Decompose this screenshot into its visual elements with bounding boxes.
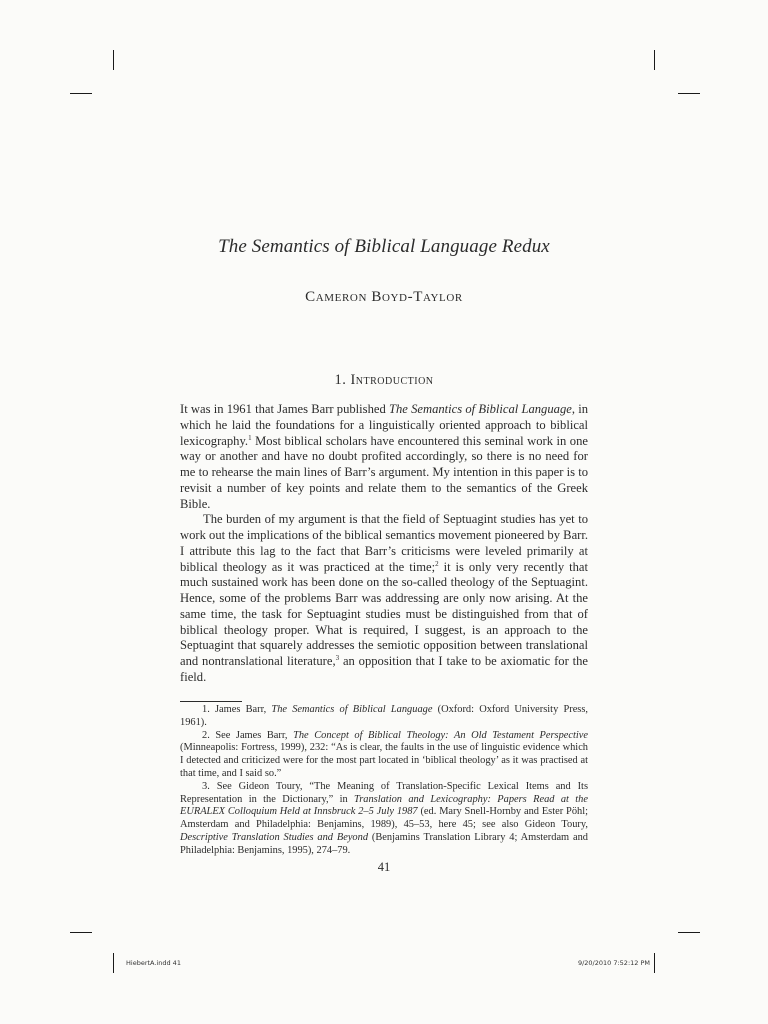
crop-mark [70, 93, 92, 94]
text-run: an opposition that I take to be axiomatic for the field. [180, 654, 589, 684]
author-name: Cameron Boyd-Taylor [305, 289, 463, 305]
text-run: The burden of my argument is that the field of Septuagint studies has yet to work out the implications of the biblical semantics movement pioneered by Barr. I attribute this lag to the fact that Barr’s criticisms were leveled primarily at biblical theology as it was practiced at the time; [180, 512, 588, 574]
italic-text: The Semantics of Biblical Language [388, 402, 572, 416]
slug-timestamp: 9/20/2010 7:52:12 PM [577, 959, 650, 967]
footnotes [180, 704, 588, 858]
crop-mark [678, 93, 700, 94]
text-run: , in which he laid the foundations for a linguistically oriented approach to biblical lexicography. [180, 402, 589, 448]
crop-mark [678, 932, 700, 933]
crop-mark [70, 932, 92, 933]
crop-mark [113, 50, 114, 70]
slug-file-info: HiebertA.indd 41 [126, 959, 181, 967]
italic-text: Descriptive Translation Studies and Beyond [180, 831, 369, 843]
paragraph [180, 512, 588, 685]
crop-mark [654, 953, 655, 973]
text-run: (ed. Mary Snell-Hornby and Ester Pöhl; Amsterdam and Philadelphia: Benjamins, 1989), 45–53, here 45; see also Gideon Toury, [180, 806, 588, 831]
text-run: (Oxford: Oxford University Press, 1961). [180, 704, 588, 728]
footnote [180, 730, 588, 781]
body-text [180, 402, 588, 686]
text-run: it is only very recently that much sustained work has been done on the so-called theology of the Septuagint. Hence, some of the problems Barr was addressing are only now arising. At the same time, the task for Septuagint studies must be distinguished from that of biblical theology proper. What is required, I suggest, is an approach to the Septuagint that squarely addresses the semiotic opposition between translational and nontranslational literature, [180, 559, 589, 668]
text-run: It was in 1961 that James Barr published [180, 402, 389, 416]
italic-text: The Semantics of Biblical Language [271, 704, 433, 715]
footnote-ref: 2 [435, 559, 439, 568]
footnote [180, 704, 588, 730]
text-run: Most biblical scholars have encountered this seminal work in one way or another and have no doubt profited accordingly, so there is no need for me to rehearse the main lines of Barr’s argument. My intention in this paper is to revisit a number of key points and relate them to the semantics of the Greek Bible. [180, 433, 588, 511]
crop-mark [113, 953, 114, 973]
paragraph [180, 402, 588, 512]
footnote [180, 781, 588, 858]
text-run: 3. See Gideon Toury, “The Meaning of Translation-Specific Lexical Items and Its Representation in the Dictionary,” in [180, 780, 588, 805]
page-number: 41 [377, 860, 391, 874]
footnote-rule [180, 701, 242, 702]
text-run: (Minneapolis: Fortress, 1999), 232: “As is clear, the faults in the use of linguistic evidence which I detected and criticized were for the most part located in ‘biblical theology’ as it was practised at that time, and I said so.” [180, 742, 588, 779]
footnote-ref: 1 [248, 433, 252, 442]
text-run: 1. James Barr, [202, 704, 272, 715]
crop-mark [654, 50, 655, 70]
italic-text: The Concept of Biblical Theology: An Old Testament Perspective [293, 729, 588, 741]
footnote-ref: 3 [335, 653, 340, 662]
text-run: (Benjamins Translation Library 4; Amsterdam and Philadelphia: Benjamins, 1995), 274–79. [180, 831, 589, 856]
italic-text: Translation and Lexicography: Papers Read at the EURALEX Colloquium Held at Innsbruck 2–5 July 1987 [180, 793, 588, 818]
article-title: The Semantics of Biblical Language Redux [218, 236, 550, 257]
section-heading: 1. Introduction [334, 372, 434, 388]
text-run: 2. See James Barr, [202, 729, 294, 741]
